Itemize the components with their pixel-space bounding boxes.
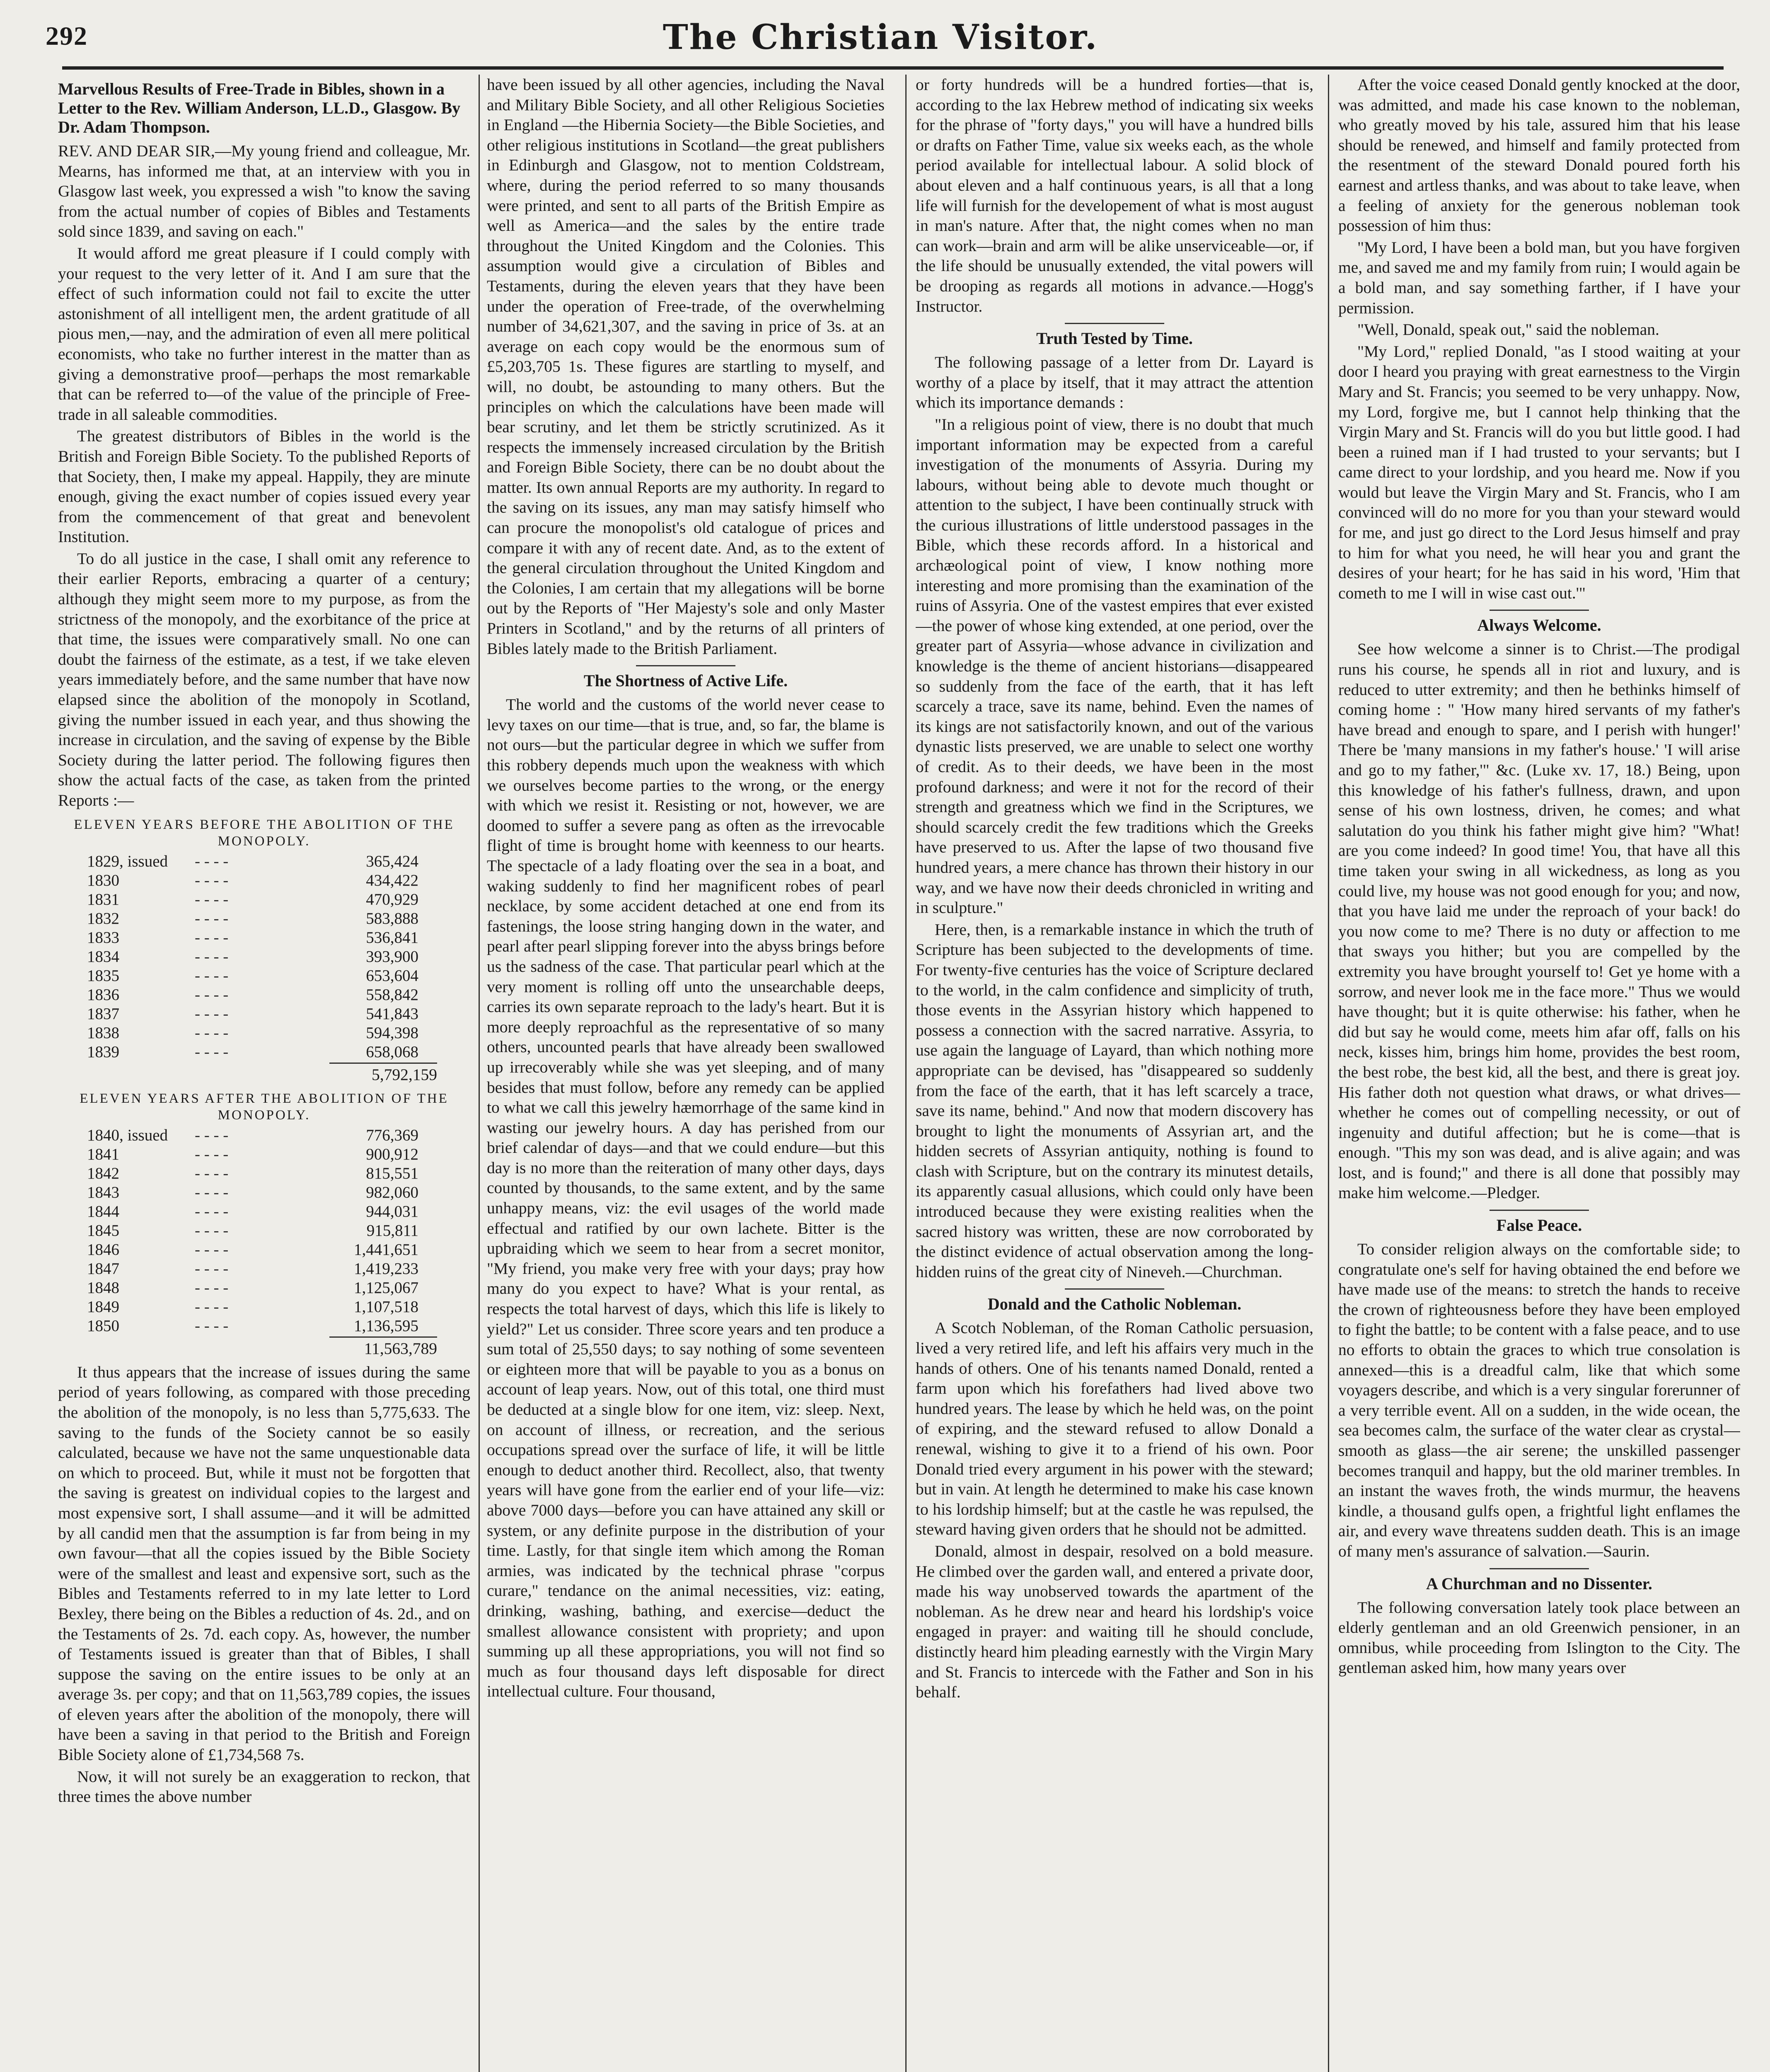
paragraph: It thus appears that the increase of issues during the same period of years following, as compared with those preceding the abolition of the monopoly, is no less than 5,775,633. The saving to the funds of the Society cannot be so easily calculated, because we have not the same unquestionable data on which to proceed. But, while it must not be forgotten that the saving is greatest on individual copies to the largest and most expensive sort, I shall assume—and it will be admitted by all candid men that the assumption is far from being in my own favour—that all the copies issued by the Bible Society were of the smallest and least and expensive sort, such as the Bibles and Testaments referred to in my late letter to Lord Bexley, there being on the Bibles a reduction of 4s. 2d., and on the Testaments of 2s. 7d. each copy. As, however, the number of Testaments issued is greater than that of Bibles, I shall suppose the saving on the entire issues to be only at an average 3s. per copy; and that on 11,563,789 copies, the issues of eleven years after the abolition of the monopoly, there will have been a saving in that period to the British and Foreign Bible Society alone of £1,734,568 7s.	[58, 1363, 470, 1764]
table-row: 1840, issued - - - - 776,369	[87, 1126, 418, 1145]
masthead	[46, 17, 1715, 63]
article-heading: Always Welcome.	[1477, 616, 1601, 635]
article-heading: Marvellous Results of Free-Trade in Bibles, shown in a Letter to the Rev. William Anderson, LL.D., Glasgow. By Dr. Adam Thompson.	[58, 80, 461, 136]
table-row: 1842 - - - - 815,551	[87, 1164, 418, 1183]
column-4	[1338, 75, 1740, 2072]
table-row: 1849 - - - - 1,107,518	[87, 1298, 418, 1316]
paragraph: To do all justice in the case, I shall omit any reference to their earlier Reports, embracing a quarter of a century; although they might seem more to my purpose, as from the strictness of the monopoly, and the exorbitance of the price at that time, the issues were comparatively small. No one can doubt the fairness of the estimate, as a test, if we take eleven years immediately before, and the same number that have now elapsed since the abolition of the monopoly in Scotland, giving the number issued in each year, and thus showing the increase in circulation, and the saving of expense by the Bible Society during the latter period. The following figures then show the actual facts of the case, as taken from the printed Reports :—	[58, 549, 470, 809]
article-heading: Donald and the Catholic Nobleman.	[987, 1295, 1242, 1314]
table-row: 1836 - - - - 558,842	[87, 985, 418, 1004]
table-row: 1830 - - - - 434,422	[87, 871, 418, 889]
table-caption: ELEVEN YEARS BEFORE THE ABOLITION OF THE MONOPOLY.	[74, 817, 455, 849]
paragraph: "Well, Donald, speak out," said the nobleman.	[1357, 320, 1659, 339]
issues-table-before	[83, 852, 423, 1062]
table-row: 1833 - - - - 536,841	[87, 928, 418, 946]
paragraph: "My Lord," replied Donald, "as I stood waiting at your door I heard you praying with great earnestness to the Virgin Mary and St. Francis; you seemed to be very unhappy. Now, my Lord, forgive me, but I cannot help thinking that the Virgin Mary and St. Francis will do you but little good. I had been a ruined man if I had trusted to your servants; but I came direct to your lordship, and you heard me. Now if you would but leave the Virgin Mary and St. Francis, who I am convinced will do no more for you than your steward would for me, and just go direct to the Lord Jesus himself and pray to him for what you need, he will hear you and grant the desires of your heart; for he has said in his word, 'Him that cometh to me I will in wise cast out.'"	[1338, 342, 1740, 602]
paragraph: "In a religious point of view, there is no doubt that much important information may be expected from a careful investigation of the monuments of Assyria. During my labours, without being able to devote much thought or attention to the subject, I have been continually struck with the curious illustrations of little understood passages in the Bible, which these records afford. In a historical and archæological point of view, I know nothing more interesting and more promising than the examination of the ruins of Assyria. One of the vastest empires that ever existed—the power of whose king extended, at one period, over the greater part of Assyria—whose advance in civilization and knowledge is the theme of ancient historians—disappeared so suddenly from the face of the earth, that it has left scarcely a trace, save its name, behind. Even the names of its kings are not satisfactorily known, and out of the various dynastic lists preserved, we are unable to select one worthy of credit. As to their deeds, we have been in the most profound darkness; and were it not for the record of their strength and greatness which we find in the Scriptures, we should scarcely credit the few traditions which the Greeks have preserved to us. After the lapse of two thousand five hundred years, a mere chance has thrown their history in our way, and we have now their deeds chronicled in writing and in sculpture."	[916, 415, 1313, 917]
paragraph: A Scotch Nobleman, of the Roman Catholic persuasion, lived a very retired life, and left his affairs very much in the hands of others. One of his tenants named Donald, rented a farm upon which his forefathers had lived above two hundred years. The lease by which he held was, on the point of expiring, and the steward refused to allow Donald a renewal, wishing to give it to a friend of his own. Poor Donald tried every argument in his power with the steward; but in vain. At length he determined to make his case known to his lordship himself; but at the castle he was repulsed, the steward having given orders that he should not be admitted.	[916, 1319, 1313, 1539]
table-row: 1843 - - - - 982,060	[87, 1184, 418, 1202]
paragraph: or forty hundreds will be a hundred forties—that is, according to the lax Hebrew method of indicating six weeks for the phrase of "forty days," you will have a hundred bills or drafts on Father Time, value six weeks each, as the whole period available for intellectual labour. A solid block of about eleven and a half continuous years, is all that a long life will furnish for the developement of what is most august in man's nature. After that, the night comes when no man can work—brain and arm will be alike unserviceable—or, if the life should be unusually extended, the vital powers will be drooping as regards all motions in advance.—Hogg's Instructor.	[916, 75, 1313, 315]
paragraph: REV. AND DEAR SIR,—My young friend and colleague, Mr. Mearns, has informed me that, at an interview with you in Glasgow last week, you expressed a wish "to know the saving from the actual number of copies of Bibles and Testaments sold since 1839, and saving on each."	[58, 142, 470, 241]
table-row: 1837 - - - - 541,843	[87, 1005, 418, 1023]
table-row: 1844 - - - - 944,031	[87, 1203, 418, 1221]
table-row: 1845 - - - - 915,811	[87, 1222, 418, 1240]
article-heading: Truth Tested by Time.	[1036, 329, 1193, 348]
table-row: 1835 - - - - 653,604	[87, 966, 418, 985]
paragraph: The following passage of a letter from Dr. Layard is worthy of a place by itself, that it may attract the attention which its importance demands :	[916, 353, 1313, 412]
table-row: 1847 - - - - 1,419,233	[87, 1260, 418, 1278]
paragraph: The world and the customs of the world never cease to levy taxes on our time—that is true, and, so far, the blame is not ours—but the particular degree in which we suffer from this robbery depends much upon the weakness with which we ourselves become parties to the wrong, or the energy with which we resist it. Resisting or not, however, we are doomed to suffer a severe pang as often as the irrevocable flight of time is brought home with keenness to our hearts. The spectacle of a lady floating over the sea in a boat, and waking suddenly to find her magnificent robes of pearl necklace, by some accident detached at one end from its fastenings, the loose string hanging down in the water, and pearl after pearl slipping forever into the abyss brings before us the sadness of the case. That particular pearl which at the very moment is rolling off unto the unsearchable deeps, carries its own separate reproach to the lady's heart. But it is more deeply reproachful as the representative of so many others, uncounted pearls that have already been swallowed up irrecoverably while she was yet sleeping, and of many besides that must follow, before any remedy can be applied to what we call this jewelry hæmorrhage of the same kind in wasting our jewelry hours. A day has perished from our brief calendar of days—and that we could endure—but this day is no more than the reiteration of many other days, days counted by thousands, to the same extent, and by the same unhappy means, viz: the evil usages of the world made effectual and ratified by our own lachete. Bitter is the upbraiding which we seem to hear from a secret monitor, "My friend, you make very free with your days; pray how many do you expect to have? What is your rental, as respects the total harvest of days, which this life is likely to yield?" Let us consider. Three score years and ten produce a sum total of 25,550 days; to say nothing of some seventeen or eighteen more that will be payable to you as a bonus on account of leap years. Now, out of this total, one third must be deducted at a single blow for one item, viz: sleep. Next, on account of illness, or recreation, and the serious occupations spread over the surface of life, it will be little enough to deduct another third. Recollect, also, that twenty years will have gone from the earlier end of your life—viz: above 7000 days—before you can have attained any skill or system, or any definite purpose in the distribution of your time. Lastly, for that single item which among the Roman armies, was indicated by the technical phrase "corpus curare," tendance on the animal necessities, viz: eating, drinking, washing, bathing, and exercise—deduct the smallest allowance consistent with propriety; and upon summing up all these appropriations, you will not find so much as four thousand days left disposable for direct intellectual culture. Four thousand,	[487, 695, 885, 1701]
section-rule	[1490, 610, 1589, 611]
paragraph: The greatest distributors of Bibles in the world is the British and Foreign Bible Society. To the published Reports of that Society, then, I make my appeal. Happily, they are minute enough, giving the exact number of copies issued every year from the commencement of that great and benevolent Institution.	[58, 427, 470, 546]
column-2	[487, 75, 885, 2072]
table-caption: ELEVEN YEARS AFTER THE ABOLITION OF THE MONOPOLY.	[80, 1091, 449, 1123]
section-rule	[1065, 1288, 1164, 1290]
paragraph: After the voice ceased Donald gently knocked at the door, was admitted, and made his case known to the nobleman, who greatly moved by his tale, assured him that his lease should be renewed, and himself and family protected from the resentment of the steward Donald poured forth his earnest and artless thanks, and was about to take leave, when a feeling of anxiety for the generous nobleman took possession of him thus:	[1338, 75, 1740, 235]
article-heading: A Churchman and no Dissenter.	[1426, 1574, 1652, 1593]
masthead-rule	[62, 66, 1724, 70]
column-3	[916, 75, 1313, 2072]
column-divider	[1328, 75, 1329, 2072]
column-divider	[479, 75, 480, 2072]
table-row: 1839 - - - - 658,068	[87, 1043, 418, 1061]
paragraph: Now, it will not surely be an exaggeration to reckon, that three times the above number	[58, 1767, 470, 1806]
issues-table-after	[83, 1126, 423, 1336]
paragraph: "My Lord, I have been a bold man, but you have forgiven me, and saved me and my family from ruin; I would again be a bold man, and say something farther, if I have your permission.	[1338, 238, 1740, 317]
section-rule	[1065, 323, 1164, 324]
paragraph: See how welcome a sinner is to Christ.—The prodigal runs his course, he spends all in riot and luxury, and is reduced to utter extremity; and then he bethinks himself of coming home : " 'How many hired servants of my father's have bread and enough to spare, and I perish with hunger!' There be 'many mansions in my father's house.' 'I will arise and go to my father,'" &c. (Luke xv. 17, 18.) Being, upon this knowledge of his father's fullness, drawn, and upon sense of his own lostness, driven, he comes; and what salutation do you think his father might give him? "What! are you come indeed? In good time! You, that have all this time taken your swing in all wickedness, as long as you could live, my house was not good enough for you; and now, that you have laid me under the reproach of your back! do you now come to me? There is no duty or affection to me that sways you hither; but you are compelled by the extremity you have brought yourself to! Get ye home with a sorrow, and never look me in the face more." Thus we would have thought; but it is quite otherwise: his father, when he did but say he would come, meets him afar off, falls on his neck, kisses him, brings him home, provides the best room, the best robe, the best kid, all the best, and there is great joy. His father doth not question what draws, or what drives—whether he comes out of compelling necessity, or out of ingenuity and dutiful affection; but he is come—that is enough. "This my son was dead, and is alive again; and was lost, and is found;" and there is all done that possibly may make him welcome.—Pledger.	[1338, 640, 1740, 1202]
paragraph: have been issued by all other agencies, including the Naval and Military Bible Society, and all other Religious Societies in England —the Hibernia Society—the Bible Societies, and other religious institutions in Scotland—the great publishers in Edinburgh and Glasgow, not to mention Coldstream, where, during the period referred to so many thousands were printed, and sent to all parts of the British Empire as well as America—and the sales by the entire trade throughout the United Kingdom and the Colonies. This assumption would give a circulation of Bibles and Testaments, during the eleven years that they have been under the operation of Free-trade, of the overwhelming number of 34,621,307, and the saving in price of 3s. at an average on each copy would be the enormous sum of £5,203,705 1s. These figures are startling to myself, and will, no doubt, be astounding to many others. But the principles on which the calculations have been made will bear scrutiny, and let them be strictly scrutinized. As it respects the immensely increased circulation by the British and Foreign Bible Society, there can be no doubt about the matter. Its own annual Reports are my authority. In regard to the saving on its issues, any man may satisfy himself who can procure the monopolist's old catalogue of prices and compare it with any of recent date. And, as to the extent of the general circulation throughout the United Kingdom and the Colonies, I am certain that my allegations will be borne out by the Reports of "Her Majesty's sole and only Master Printers in Scotland," and by the returns of all printers of Bibles lately made to the British Parliament.	[487, 75, 885, 658]
paragraph: Donald, almost in despair, resolved on a bold measure. He climbed over the garden wall, and entered a private door, made his way unobserved towards the apartment of the nobleman. As he drew near and heard his lordship's voice engaged in prayer: and waiting till he should conclude, distinctly heard him pleading earnestly with the Virgin Mary and St. Francis to intercede with the Father and Son in his behalf.	[916, 1542, 1313, 1702]
table-row: 1831 - - - - 470,929	[87, 890, 418, 908]
section-rule	[636, 665, 735, 666]
table-total: 11,563,789	[329, 1336, 437, 1359]
article-heading: False Peace.	[1496, 1216, 1582, 1235]
page-number: 292	[46, 21, 88, 51]
column-1	[58, 75, 470, 2072]
table-row: 1846 - - - - 1,441,651	[87, 1241, 418, 1259]
column-divider	[905, 75, 907, 2072]
paragraph: The following conversation lately took place between an elderly gentleman and an old Greenwich pensioner, in an omnibus, while proceeding from Islington to the City. The gentleman asked him, how many years over	[1338, 1598, 1740, 1677]
section-rule	[1490, 1568, 1589, 1569]
table-row: 1841 - - - - 900,912	[87, 1145, 418, 1164]
paragraph: Here, then, is a remarkable instance in which the truth of Scripture has been subjected to the developments of time. For twenty-five centuries has the voice of Scripture declared to the world, in the calm confidence and simplicity of truth, those events in the Assyrian history which happened to possess a connection with the sacred narrative. Assyria, to use again the language of Layard, than which nothing more appropriate can be devised, has "disappeared so suddenly from the face of the earth, that it has left scarcely a trace, save its name, behind." And now that modern discovery has brought to light the monuments of Assyrian art, and the hidden secrets of Assyrian antiquity, nothing is found to clash with Scripture, but on the contrary its minutest details, its apparently casual allusions, which could only have been introduced because they were existing realities when the sacred history was written, these are now corroborated by the distinct evidence of actual observation among the long-hidden ruins of the great city of Nineveh.—Churchman.	[916, 920, 1313, 1281]
section-rule	[1490, 1210, 1589, 1211]
table-total: 5,792,159	[329, 1063, 437, 1085]
table-row: 1848 - - - - 1,125,067	[87, 1279, 418, 1297]
table-row: 1829, issued - - - - 365,424	[87, 852, 418, 870]
paper-title: The Christian Visitor.	[663, 17, 1098, 57]
article-heading: The Shortness of Active Life.	[583, 671, 788, 690]
table-row: 1850 - - - - 1,136,595	[87, 1317, 418, 1335]
paragraph: To consider religion always on the comfortable side; to congratulate one's self for having obtained the end before we have made use of the means: to stretch the hands to receive the crown of righteousness before they have been employed to fight the battle; to be content with a false peace, and to use no efforts to obtain the graces to which true consolation is annexed—this is a dreadful calm, like that which some voyagers describe, and which is a very singular forerunner of a very terrible event. All on a sudden, in the wide ocean, the sea becomes calm, the surface of the water clear as crystal—smooth as glass—the air serene; the unskilled passenger becomes tranquil and happy, but the old mariner trembles. In an instant the waves froth, the winds murmur, the heavens kindle, a thousand gulfs open, a frightful light enflames the air, and every wave threatens sudden death. This is an image of many men's assurance of salvation.—Saurin.	[1338, 1240, 1740, 1560]
table-row: 1838 - - - - 594,398	[87, 1024, 418, 1042]
paragraph: It would afford me great pleasure if I could comply with your request to the very letter of it. And I am sure that the effect of such information could not fail to excite the utter astonishment of all intelligent men, the ardent gratitude of all pious men,—nay, and the admiration of even all mere political economists, who take no further interest in the matter than as giving a demonstrative proof—perhaps the most remarkable that can be referred to—of the value of the principle of Free-trade in all saleable commodities.	[58, 244, 470, 424]
table-row: 1834 - - - - 393,900	[87, 947, 418, 966]
table-row: 1832 - - - - 583,888	[87, 909, 418, 927]
